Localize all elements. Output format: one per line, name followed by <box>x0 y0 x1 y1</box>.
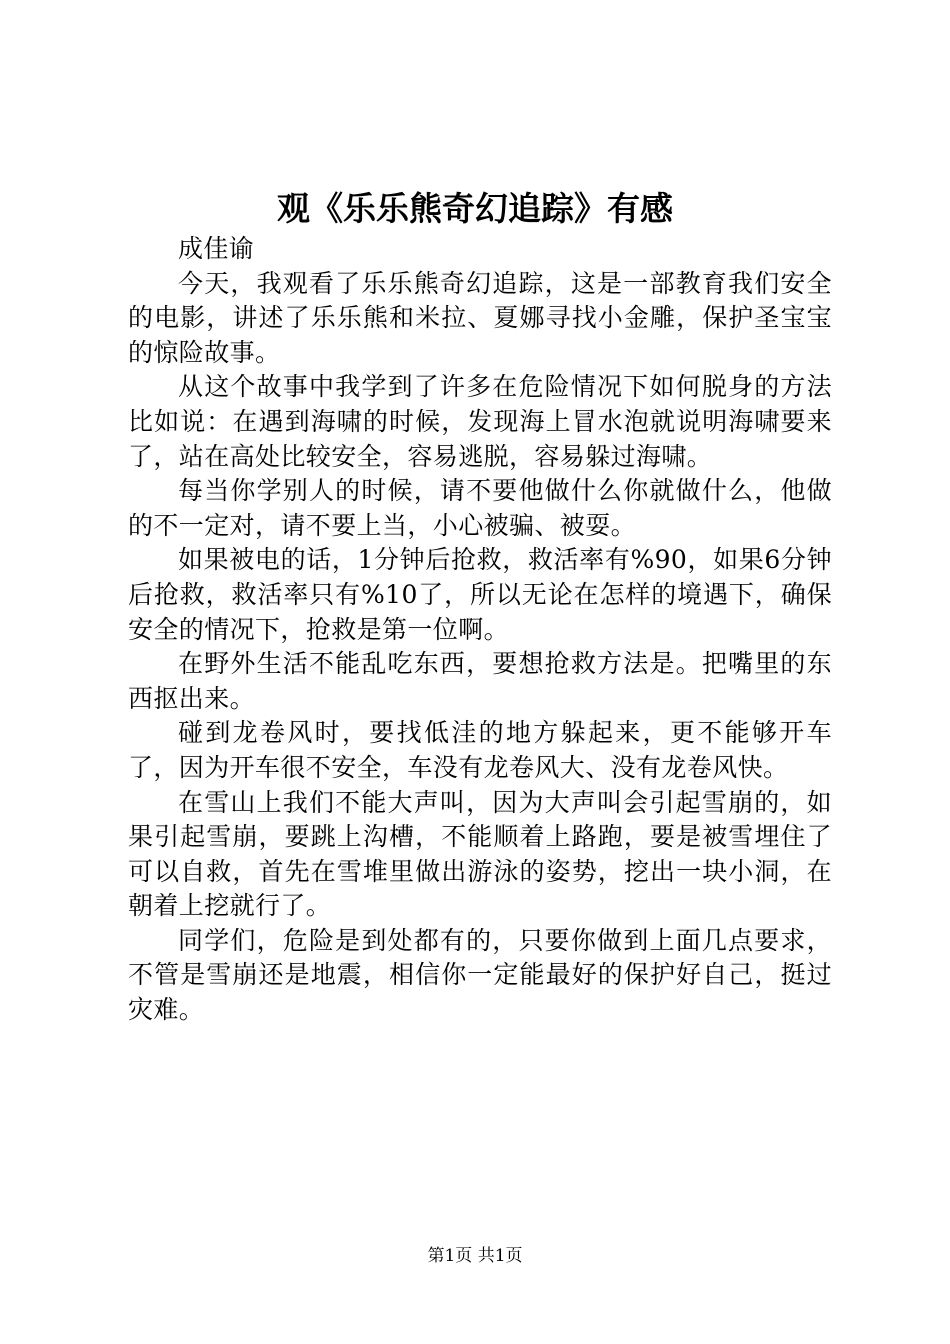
paragraph: 碰到龙卷风时，要找低洼的地方躲起来，更不能够开车了，因为开车很不安全，车没有龙卷风大、没有龙卷风快。 <box>128 718 832 782</box>
paragraph: 每当你学别人的时候，请不要他做什么你就做什么，他做的不一定对，请不要上当，小心被骗、被耍。 <box>128 476 832 540</box>
paragraph: 在野外生活不能乱吃东西，要想抢救方法是。把嘴里的东西抠出来。 <box>128 649 832 713</box>
document-body <box>128 232 832 1028</box>
paragraph: 在雪山上我们不能大声叫，因为大声叫会引起雪崩的，如果引起雪崩，要跳上沟槽，不能顺着上路跑，要是被雪埋住了可以自救，首先在雪堆里做出游泳的姿势，挖出一块小洞，在朝着上挖就行了。 <box>128 787 832 921</box>
page-footer: 第1页 共1页 <box>427 1246 523 1266</box>
paragraph: 如果被电的话，1分钟后抢救，救活率有%90，如果6分钟后抢救，救活率只有%10了，所以无论在怎样的境遇下，确保安全的情况下，抢救是第一位啊。 <box>128 545 832 644</box>
author-line: 成佳谕 <box>178 234 255 263</box>
document-title: 观《乐乐熊奇幻追踪》有感 <box>277 189 673 228</box>
paragraph: 从这个故事中我学到了许多在危险情况下如何脱身的方法比如说：在遇到海啸的时候，发现海上冒水泡就说明海啸要来了，站在高处比较安全，容易逃脱，容易躲过海啸。 <box>128 372 832 471</box>
paragraph: 今天，我观看了乐乐熊奇幻追踪，这是一部教育我们安全的电影，讲述了乐乐熊和米拉、夏娜寻找小金雕，保护圣宝宝的惊险故事。 <box>128 268 832 367</box>
paragraph: 同学们，危险是到处都有的，只要你做到上面几点要求，不管是雪崩还是地震，相信你一定能最好的保护好自己，挺过灾难。 <box>128 925 832 1025</box>
